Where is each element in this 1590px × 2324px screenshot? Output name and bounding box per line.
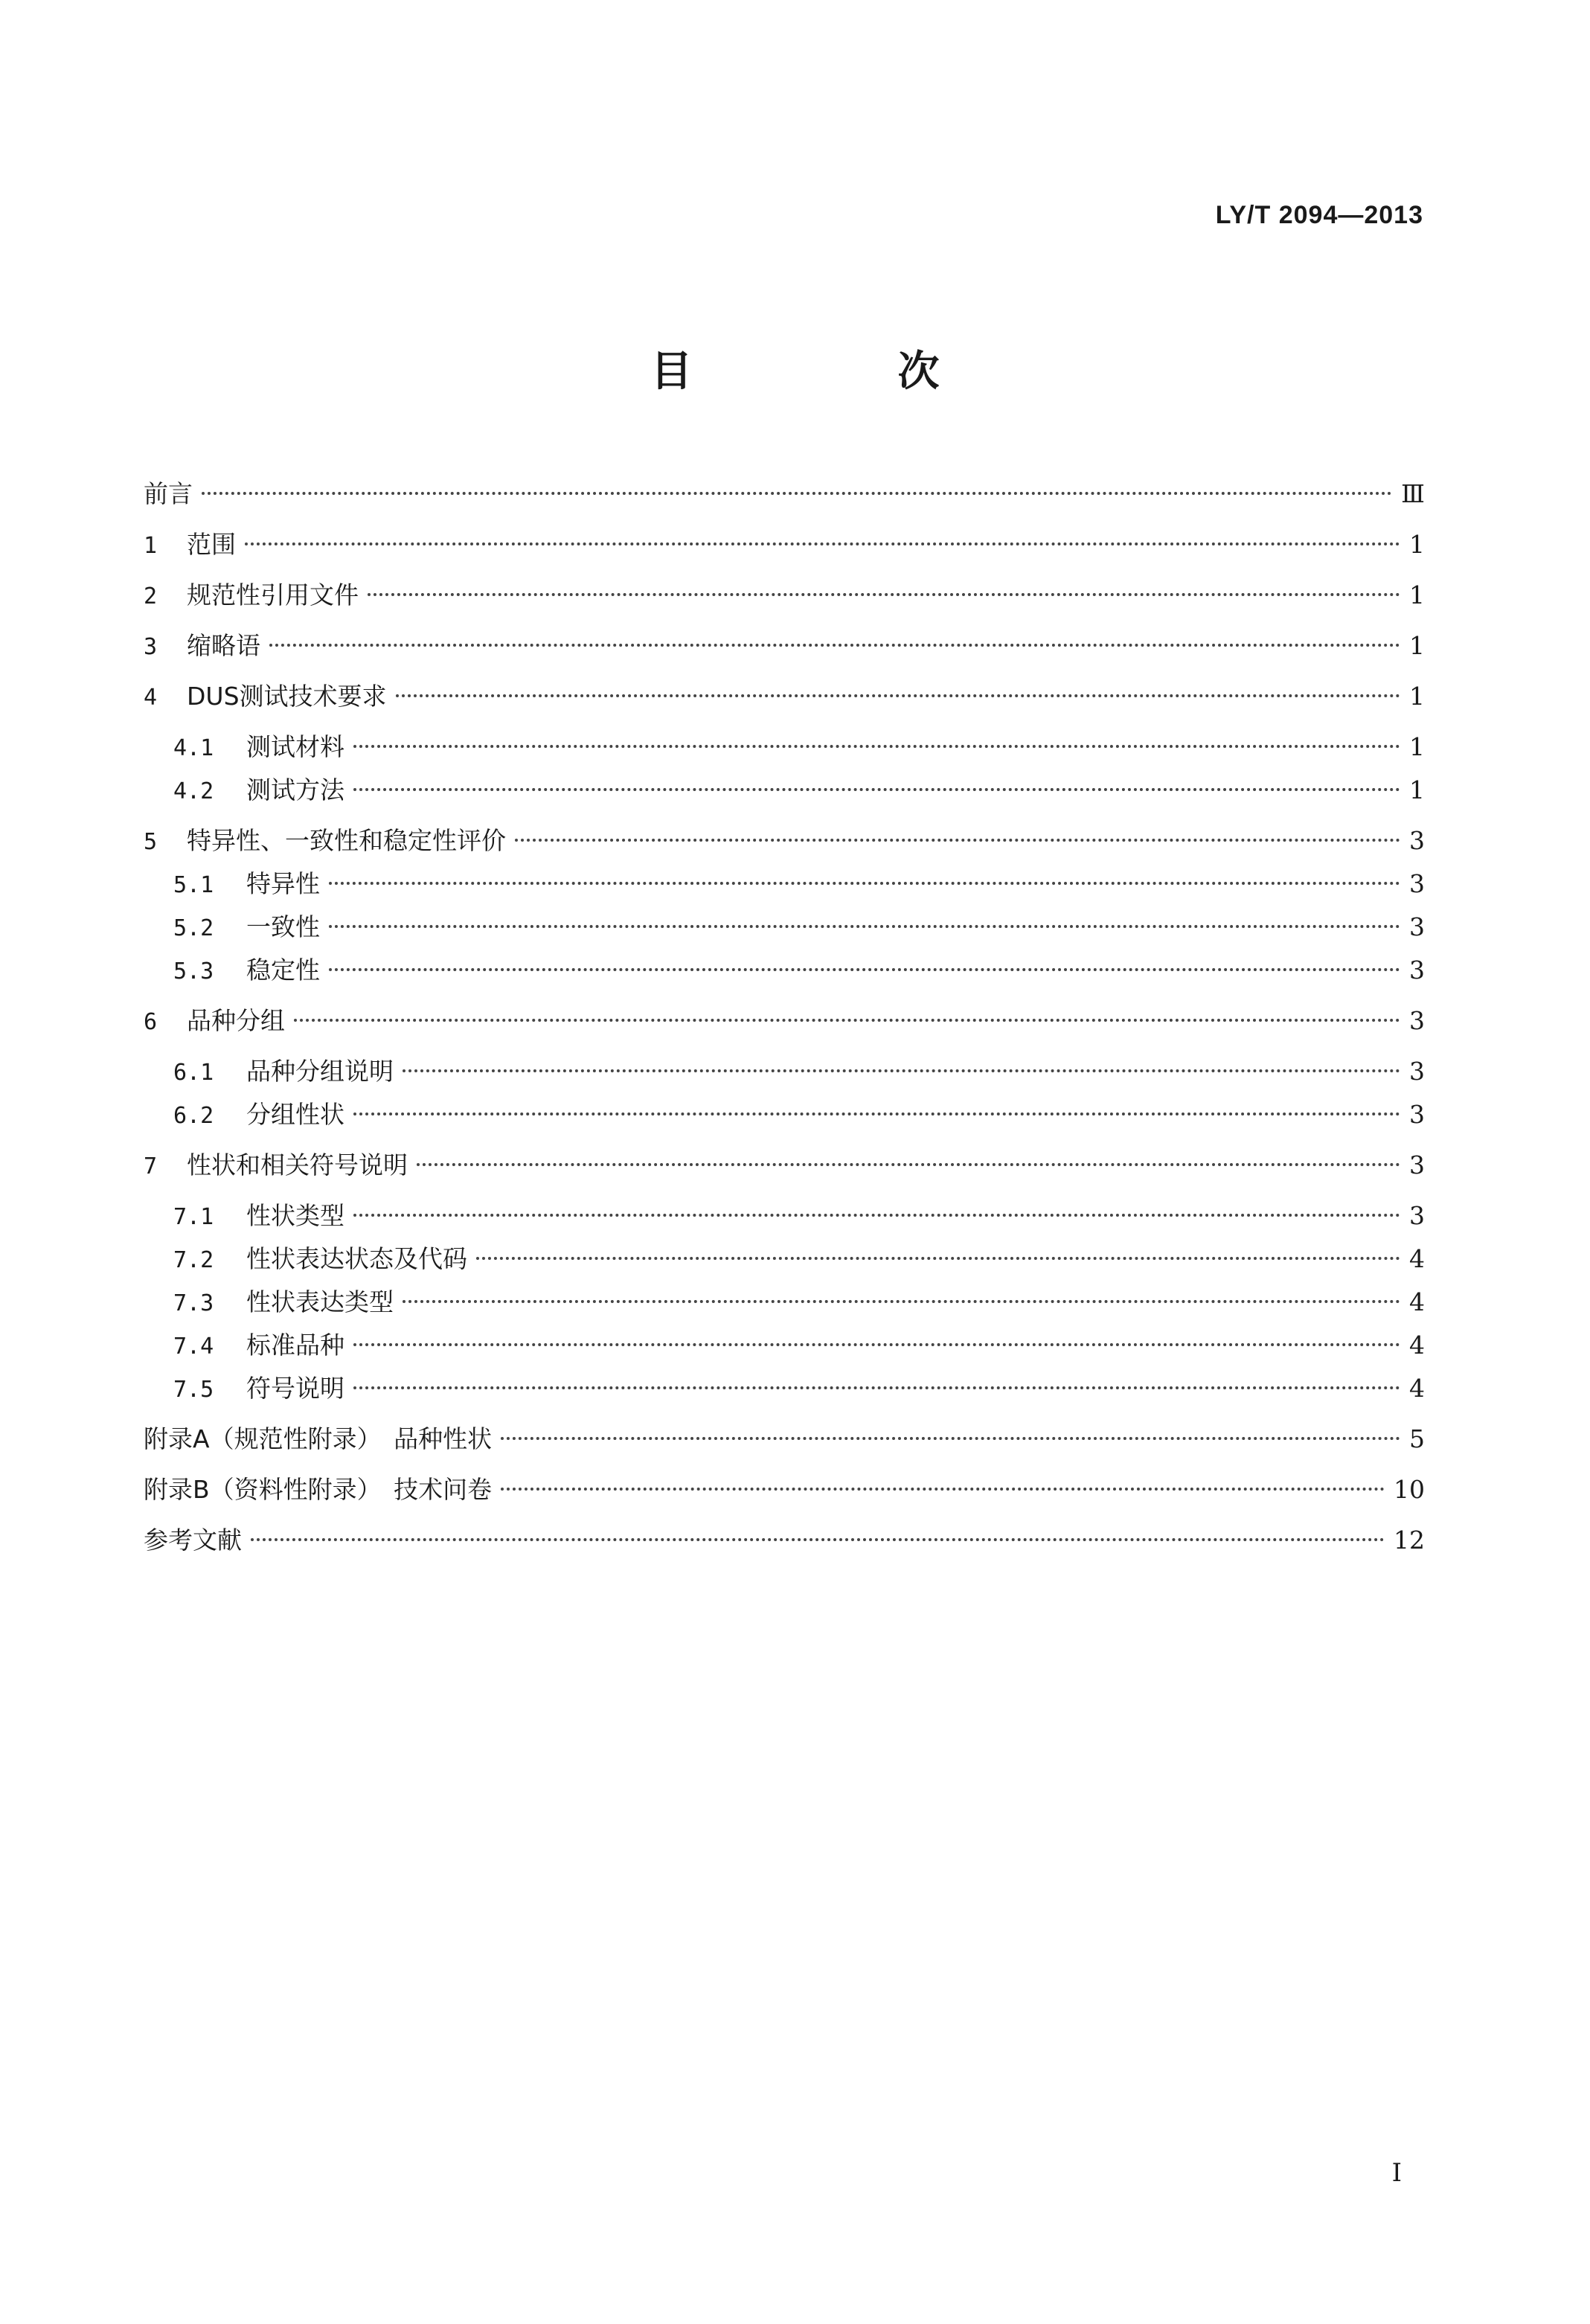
toc-entry-page: 3 xyxy=(1409,1006,1425,1035)
toc-entry-number: 2 xyxy=(144,583,158,609)
toc-entry-page: 3 xyxy=(1409,869,1425,898)
toc-entry-title: 分组性状 xyxy=(246,1100,344,1129)
toc-entry-title: DUS测试技术要求 xyxy=(187,682,387,711)
toc-entry[interactable] xyxy=(144,1523,1425,1558)
dot-leader xyxy=(501,1488,1385,1491)
toc-entry[interactable] xyxy=(144,866,1425,903)
toc-entry-number: 4 xyxy=(144,685,158,711)
toc-entry-page: Ⅲ xyxy=(1401,479,1425,508)
toc-entry[interactable] xyxy=(144,1328,1425,1365)
toc-entry[interactable] xyxy=(144,476,1425,512)
dot-leader xyxy=(515,839,1400,842)
dot-leader xyxy=(251,1538,1385,1541)
toc-entry-title: 品种分组说明 xyxy=(246,1057,394,1086)
toc-entry[interactable] xyxy=(144,1097,1425,1134)
dot-leader xyxy=(476,1257,1400,1260)
toc-entry[interactable] xyxy=(144,1147,1425,1185)
dot-leader xyxy=(396,694,1400,697)
toc-entry-page: 4 xyxy=(1409,1331,1425,1360)
dot-leader xyxy=(353,1386,1400,1389)
toc-entry-title: 前言 xyxy=(144,479,193,508)
toc-entry[interactable] xyxy=(144,577,1425,615)
toc-entry-page: 3 xyxy=(1409,1100,1425,1129)
dot-leader xyxy=(202,492,1392,495)
dot-leader xyxy=(403,1300,1400,1303)
toc-entry-page: 3 xyxy=(1409,912,1425,941)
dot-leader xyxy=(269,644,1400,647)
toc-entry-page: 3 xyxy=(1409,955,1425,985)
toc-entry-title: 性状类型 xyxy=(246,1201,344,1230)
toc-entry-page: 4 xyxy=(1409,1287,1425,1316)
toc-entry[interactable] xyxy=(144,1421,1425,1457)
toc-entry-page: 1 xyxy=(1409,631,1425,660)
dot-leader xyxy=(417,1163,1400,1166)
standard-code: LY/T 2094—2013 xyxy=(1215,201,1423,229)
toc-entry-number: 5.1 xyxy=(173,872,214,898)
toc-entry[interactable] xyxy=(144,1054,1425,1091)
toc-entry-number: 4.2 xyxy=(173,778,214,804)
toc-entry-title: 缩略语 xyxy=(187,631,260,660)
dot-leader xyxy=(329,968,1400,971)
toc-entry-title: 附录B（资料性附录） 技术问卷 xyxy=(144,1475,493,1504)
toc-entry-number: 7.3 xyxy=(173,1290,214,1316)
toc-entry-page: 12 xyxy=(1394,1526,1425,1555)
toc-entry-title: 稳定性 xyxy=(246,955,320,985)
toc-entry-number: 7.2 xyxy=(173,1247,214,1273)
dot-leader xyxy=(353,1214,1400,1217)
toc-entry[interactable] xyxy=(144,1003,1425,1040)
toc-entry-number: 6.1 xyxy=(173,1060,214,1086)
toc-entry-page: 1 xyxy=(1409,775,1425,804)
toc-entry-number: 5.2 xyxy=(173,915,214,941)
toc-entry-title: 性状表达状态及代码 xyxy=(246,1244,467,1273)
dot-leader xyxy=(329,925,1400,928)
toc-entry-number: 5.3 xyxy=(173,958,214,985)
toc-entry-title: 性状和相关符号说明 xyxy=(187,1150,408,1179)
toc-entry-number: 3 xyxy=(144,634,158,660)
toc-entry-page: 1 xyxy=(1409,580,1425,609)
dot-leader xyxy=(294,1019,1400,1022)
toc-entry[interactable] xyxy=(144,1472,1425,1508)
dot-leader xyxy=(353,788,1400,791)
toc-entry-title: 参考文献 xyxy=(144,1526,242,1555)
toc-entry-title: 性状表达类型 xyxy=(246,1287,394,1316)
toc-entry[interactable] xyxy=(144,628,1425,665)
toc-entry-number: 6.2 xyxy=(173,1103,214,1129)
toc-entry-page: 5 xyxy=(1409,1424,1425,1453)
dot-leader xyxy=(368,593,1400,596)
toc-entry-page: 3 xyxy=(1409,1150,1425,1179)
toc-entry-title: 测试材料 xyxy=(246,732,344,761)
toc-entry[interactable] xyxy=(144,909,1425,947)
toc-entry-page: 3 xyxy=(1409,1057,1425,1086)
toc-entry[interactable] xyxy=(144,1371,1425,1408)
dot-leader xyxy=(501,1437,1400,1440)
toc-entry[interactable] xyxy=(144,729,1425,766)
toc-entry-number: 4.1 xyxy=(173,735,214,761)
toc-entry[interactable] xyxy=(144,527,1425,564)
toc-entry[interactable] xyxy=(144,1241,1425,1278)
page-title: 目 次 xyxy=(650,348,1022,396)
dot-leader xyxy=(353,1343,1400,1346)
toc-entry-title: 符号说明 xyxy=(246,1374,344,1403)
toc-entry-title: 标准品种 xyxy=(246,1331,344,1360)
toc-entry-page: 3 xyxy=(1409,1201,1425,1230)
toc-entry-page: 4 xyxy=(1409,1374,1425,1403)
toc-entry-page: 10 xyxy=(1394,1475,1425,1504)
toc-entry-number: 6 xyxy=(144,1009,158,1035)
toc-entry-page: 1 xyxy=(1409,530,1425,559)
toc-entry[interactable] xyxy=(144,1198,1425,1235)
dot-leader xyxy=(403,1069,1400,1072)
toc-entry[interactable] xyxy=(144,1284,1425,1322)
toc-entry-title: 一致性 xyxy=(246,912,320,941)
toc-entry[interactable] xyxy=(144,953,1425,990)
dot-leader xyxy=(245,542,1400,545)
toc-entry-page: 1 xyxy=(1409,682,1425,711)
toc-entry-title: 范围 xyxy=(187,530,236,559)
toc-entry-title: 品种分组 xyxy=(187,1006,285,1035)
toc-entry-title: 规范性引用文件 xyxy=(187,580,359,609)
toc-entry-number: 7 xyxy=(144,1153,158,1179)
toc-entry[interactable] xyxy=(144,679,1425,716)
toc-entry-page: 1 xyxy=(1409,732,1425,761)
page-number: I xyxy=(1391,2158,1402,2188)
toc-entry-title: 附录A（规范性附录） 品种性状 xyxy=(144,1424,493,1453)
toc-entry-title: 测试方法 xyxy=(246,775,344,804)
dot-leader xyxy=(329,882,1400,885)
toc-entry-number: 5 xyxy=(144,829,158,855)
toc-entry-title: 特异性 xyxy=(246,869,320,898)
toc-entry[interactable] xyxy=(144,823,1425,860)
dot-leader xyxy=(353,1113,1400,1115)
toc-entry-title: 特异性、一致性和稳定性评价 xyxy=(187,826,506,855)
dot-leader xyxy=(353,745,1400,748)
toc-entry[interactable] xyxy=(144,772,1425,810)
toc-entry-number: 7.5 xyxy=(173,1377,214,1403)
toc-entry-number: 7.1 xyxy=(173,1204,214,1230)
toc-entry-page: 4 xyxy=(1409,1244,1425,1273)
toc-entry-number: 7.4 xyxy=(173,1334,214,1360)
toc-entry-number: 1 xyxy=(144,533,158,559)
toc-entry-page: 3 xyxy=(1409,826,1425,855)
